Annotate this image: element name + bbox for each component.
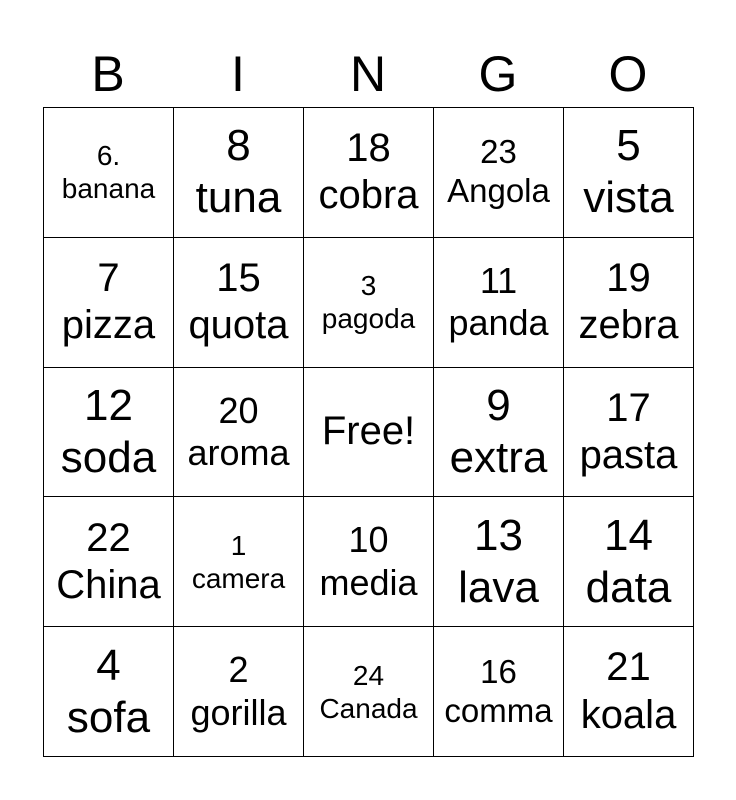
cell-word: zebra xyxy=(578,303,679,348)
cell-number: 20 xyxy=(218,389,259,431)
cell-word: tuna xyxy=(195,173,282,223)
bingo-cell[interactable] xyxy=(304,497,434,627)
bingo-cell[interactable] xyxy=(434,627,564,757)
cell-word: pizza xyxy=(61,303,156,348)
cell-word: sofa xyxy=(66,692,151,742)
bingo-cell[interactable] xyxy=(174,497,304,627)
bingo-cell[interactable] xyxy=(304,108,434,238)
bingo-cell[interactable] xyxy=(564,497,694,627)
cell-number: 24 xyxy=(352,659,385,691)
cell-word: media xyxy=(319,561,418,603)
cell-number: 18 xyxy=(346,126,391,171)
cell-number: 1 xyxy=(230,529,247,561)
bingo-cell[interactable] xyxy=(304,238,434,368)
header-letter-o: O xyxy=(608,46,648,102)
cell-word: soda xyxy=(60,432,157,482)
cell-word: pagoda xyxy=(321,303,416,335)
bingo-cell[interactable] xyxy=(434,368,564,498)
cell-word: koala xyxy=(580,692,677,737)
bingo-cell[interactable] xyxy=(564,108,694,238)
cell-number: 6. xyxy=(96,140,121,172)
bingo-cell[interactable] xyxy=(434,497,564,627)
cell-number: 22 xyxy=(86,515,131,560)
bingo-cell[interactable] xyxy=(44,627,174,757)
cell-number: 16 xyxy=(480,652,517,690)
bingo-cell[interactable] xyxy=(44,368,174,498)
cell-number: 17 xyxy=(606,385,651,430)
cell-number: 19 xyxy=(606,256,651,300)
bingo-cell[interactable] xyxy=(174,627,304,757)
cell-number: 3 xyxy=(360,270,377,302)
header-letter-n: N xyxy=(349,46,387,102)
cell-number: 5 xyxy=(616,121,641,171)
bingo-cell[interactable] xyxy=(434,108,564,238)
free-space-label: Free! xyxy=(321,409,416,454)
cell-word: aroma xyxy=(187,431,290,473)
cell-word: data xyxy=(585,562,672,612)
cell-number: 8 xyxy=(226,121,251,171)
cell-number: 4 xyxy=(96,640,121,690)
cell-word: quota xyxy=(188,303,289,348)
bingo-cell[interactable] xyxy=(174,368,304,498)
cell-word: pasta xyxy=(579,432,678,477)
bingo-cell[interactable] xyxy=(44,238,174,368)
cell-number: 7 xyxy=(97,256,120,300)
header-letter-b: B xyxy=(91,46,125,102)
bingo-cell[interactable] xyxy=(304,627,434,757)
cell-word: extra xyxy=(449,432,548,482)
cell-number: 11 xyxy=(479,259,518,301)
cell-number: 12 xyxy=(84,381,133,431)
header-letter-i: I xyxy=(231,46,245,102)
cell-word: panda xyxy=(448,302,549,344)
bingo-header xyxy=(43,40,693,108)
bingo-cell[interactable] xyxy=(174,108,304,238)
cell-number: 10 xyxy=(348,519,389,561)
cell-word: cobra xyxy=(318,173,419,218)
bingo-cell[interactable] xyxy=(44,497,174,627)
bingo-cell[interactable] xyxy=(434,238,564,368)
cell-word: China xyxy=(56,562,161,607)
bingo-cell[interactable] xyxy=(174,238,304,368)
bingo-cell[interactable] xyxy=(564,627,694,757)
bingo-cell[interactable] xyxy=(564,238,694,368)
cell-word: banana xyxy=(61,173,156,205)
bingo-card-grid xyxy=(43,107,694,757)
cell-number: 14 xyxy=(604,510,653,560)
cell-number: 2 xyxy=(228,649,249,691)
cell-word: camera xyxy=(191,562,286,594)
cell-word: gorilla xyxy=(190,691,287,733)
bingo-cell[interactable] xyxy=(564,368,694,498)
cell-word: vista xyxy=(583,173,674,223)
bingo-cell[interactable] xyxy=(44,108,174,238)
header-letter-g: G xyxy=(478,46,518,102)
cell-word: Angola xyxy=(447,172,550,210)
cell-number: 23 xyxy=(480,133,517,171)
cell-number: 9 xyxy=(486,381,511,431)
cell-word: Canada xyxy=(319,692,418,724)
cell-number: 13 xyxy=(474,510,523,560)
cell-word: lava xyxy=(458,562,539,612)
cell-number: 21 xyxy=(606,645,651,690)
bingo-cell-free[interactable] xyxy=(304,368,434,498)
cell-number: 15 xyxy=(216,256,261,300)
cell-word: comma xyxy=(444,691,553,729)
